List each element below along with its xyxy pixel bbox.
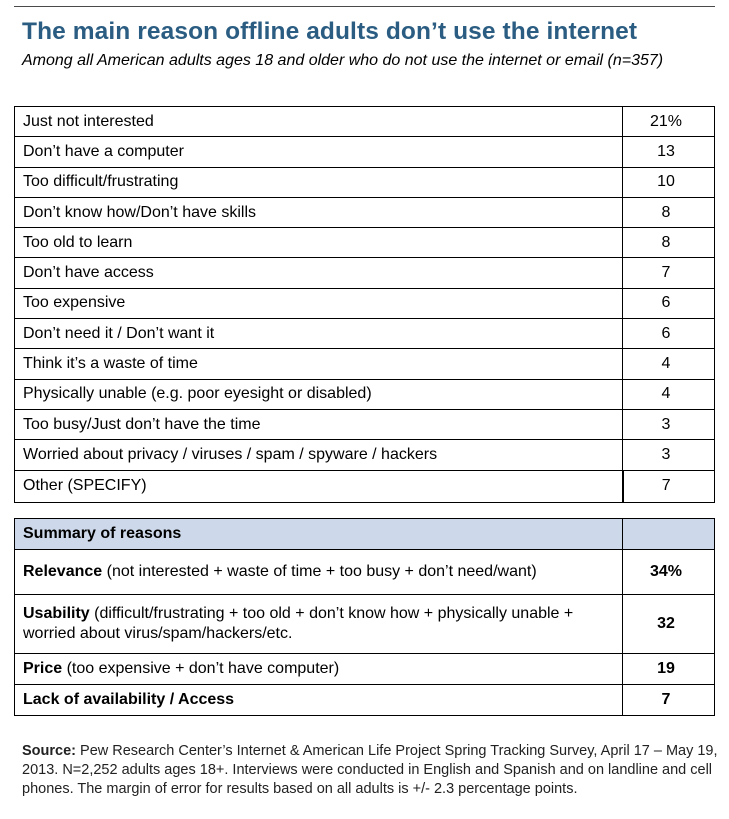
- reason-value: 4: [623, 349, 715, 379]
- reason-value: 13: [623, 137, 715, 167]
- reason-value: 7: [623, 258, 715, 288]
- reason-value: 3: [623, 440, 715, 470]
- summary-detail: (difficult/frustrating + too old + don’t know how + physically unable + worried about virus/spam/hackers/etc.: [23, 605, 574, 642]
- source-label: Source:: [22, 743, 76, 759]
- reason-value: 8: [623, 228, 715, 258]
- table-row: [15, 319, 715, 349]
- table-row: [15, 137, 715, 167]
- reason-value: 10: [623, 167, 715, 197]
- reason-label: Don’t have a computer: [15, 137, 623, 167]
- reason-label: Too old to learn: [15, 228, 623, 258]
- reason-label: Don’t need it / Don’t want it: [15, 319, 623, 349]
- summary-detail: (not interested + waste of time + too busy + don’t need/want): [102, 563, 537, 580]
- reason-label: Too expensive: [15, 288, 623, 318]
- source-note: [22, 742, 722, 799]
- summary-value: 7: [623, 685, 715, 716]
- chart-subtitle: Among all American adults ages 18 and older who do not use the internet or email (n=357): [22, 52, 664, 69]
- summary-table: [14, 518, 715, 716]
- reason-label: Don’t know how/Don’t have skills: [15, 197, 623, 227]
- summary-label: [15, 654, 623, 685]
- summary-value: 19: [623, 654, 715, 685]
- table-row: [15, 440, 715, 470]
- reason-label: Too difficult/frustrating: [15, 167, 623, 197]
- reason-label: Just not interested: [15, 107, 623, 137]
- top-rule: [14, 6, 715, 7]
- summary-header-blank: [623, 519, 715, 550]
- reason-value: 8: [623, 197, 715, 227]
- summary-label: [15, 550, 623, 595]
- reason-label: Physically unable (e.g. poor eyesight or disabled): [15, 379, 623, 409]
- table-row: [15, 167, 715, 197]
- summary-category: Relevance: [23, 563, 103, 580]
- reason-label: Think it’s a waste of time: [15, 349, 623, 379]
- summary-value: 34%: [623, 550, 715, 595]
- summary-value: 32: [623, 595, 715, 654]
- reason-value: 3: [623, 409, 715, 439]
- summary-label: [15, 595, 623, 654]
- summary-category: Price: [23, 660, 63, 677]
- summary-label: [15, 685, 623, 716]
- reason-value: 6: [623, 319, 715, 349]
- summary-row: [15, 654, 715, 685]
- summary-row: [15, 550, 715, 595]
- reason-value: 21%: [623, 107, 715, 137]
- summary-row: [15, 685, 715, 716]
- reasons-table: [14, 106, 715, 503]
- table-row: [15, 349, 715, 379]
- chart-title: The main reason offline adults don’t use the internet: [22, 18, 638, 45]
- reason-label: Too busy/Just don’t have the time: [15, 409, 623, 439]
- summary-header-row: [15, 519, 715, 550]
- reason-value: 7: [623, 470, 715, 502]
- table-row: [15, 197, 715, 227]
- table-row: [15, 288, 715, 318]
- reason-value: 6: [623, 288, 715, 318]
- summary-row: [15, 595, 715, 654]
- table-row: [15, 379, 715, 409]
- summary-detail: (too expensive + don’t have computer): [62, 660, 340, 677]
- table-row: [15, 470, 715, 502]
- summary-header: Summary of reasons: [15, 519, 623, 550]
- table-row: [15, 228, 715, 258]
- reason-label: Don’t have access: [15, 258, 623, 288]
- summary-category: Lack of availability / Access: [23, 691, 235, 708]
- table-row: [15, 409, 715, 439]
- table-row: [15, 107, 715, 137]
- reason-value: 4: [623, 379, 715, 409]
- reason-label: Other (SPECIFY): [15, 470, 623, 502]
- source-text: Pew Research Center’s Internet & American Life Project Spring Tracking Survey, April 17 – May 19, 2013. N=2,252 adults ages 18+. Interviews were conducted in English and Spanish and on landline and cell phones. The margin of error for results based on all adults is +/- 2.3 percentage points.: [22, 743, 718, 797]
- table-row: [15, 258, 715, 288]
- reason-label: Worried about privacy / viruses / spam / spyware / hackers: [15, 440, 623, 470]
- summary-category: Usability: [23, 605, 90, 622]
